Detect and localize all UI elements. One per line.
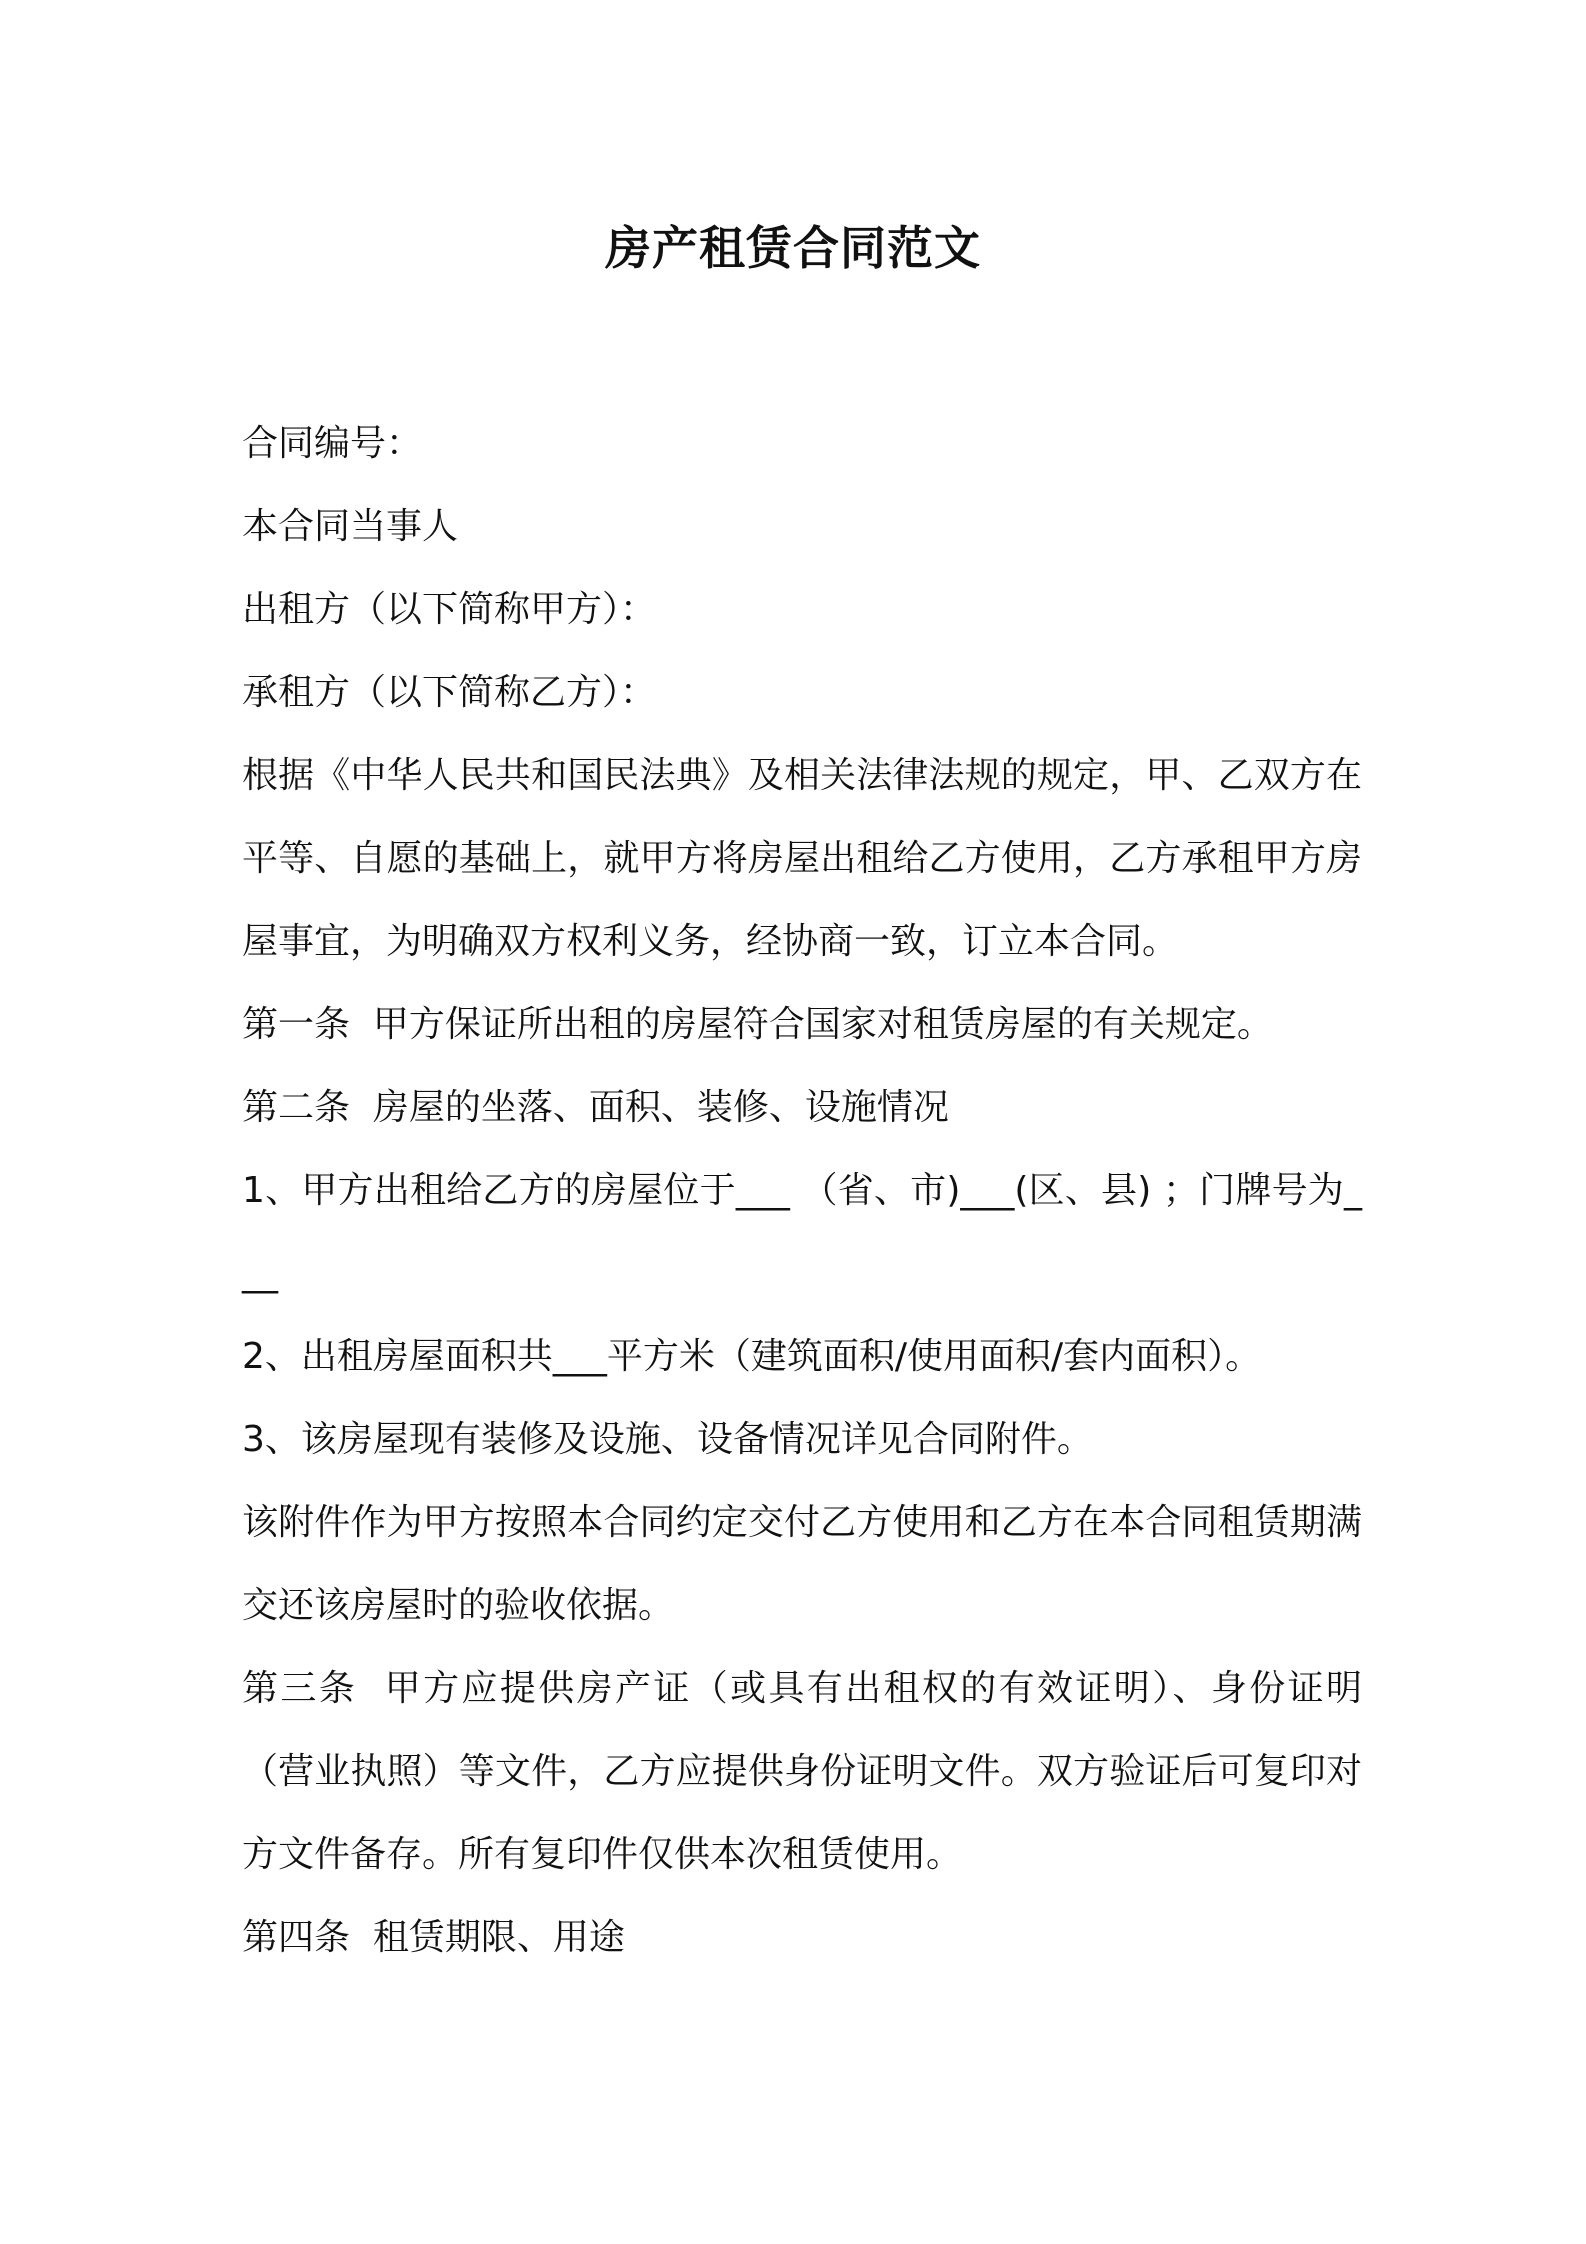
lessor-line: 出租方（以下简称甲方）： — [242, 589, 657, 630]
article-2-heading: 第二条 房屋的坐落、面积、装修、设施情况 — [242, 1087, 949, 1128]
document-title: 房产租赁合同范文 — [605, 221, 981, 275]
article-2-item-1: 1、甲方出租给乙方的房屋位于___ （省、市)___(区、县) ；门牌号为___ — [242, 1170, 1362, 1294]
article-1: 第一条 甲方保证所出租的房屋符合国家对租赁房屋的有关规定。 — [242, 1004, 1273, 1045]
contract-number-line: 合同编号： — [242, 423, 423, 464]
article-3: 第三条 甲方应提供房产证（或具有出租权的有效证明）、身份证明（营业执照）等文件，乙方应提供身份证明文件。双方验证后可复印对方文件备存。所有复印件仅供本次租赁使用。 — [242, 1668, 1362, 1875]
article-2-item-2: 2、出租房屋面积共___平方米（建筑面积/使用面积/套内面积）。 — [242, 1336, 1262, 1377]
article-4-heading: 第四条 租赁期限、用途 — [242, 1917, 625, 1958]
article-2-item-3: 3、该房屋现有装修及设施、设备情况详见合同附件。 — [242, 1419, 1093, 1460]
annex-note: 该附件作为甲方按照本合同约定交付乙方使用和乙方在本合同租赁期满交还该房屋时的验收依据。 — [242, 1502, 1362, 1626]
preamble-paragraph: 根据《中华人民共和国民法典》及相关法律法规的规定，甲、乙双方在平等、自愿的基础上，就甲方将房屋出租给乙方使用，乙方承租甲方房屋事宜，为明确双方权利义务，经协商一致，订立本合同。 — [242, 755, 1362, 962]
lessee-line: 承租方（以下简称乙方）： — [242, 672, 657, 713]
parties-heading: 本合同当事人 — [242, 506, 459, 547]
document-body — [242, 402, 1362, 1979]
